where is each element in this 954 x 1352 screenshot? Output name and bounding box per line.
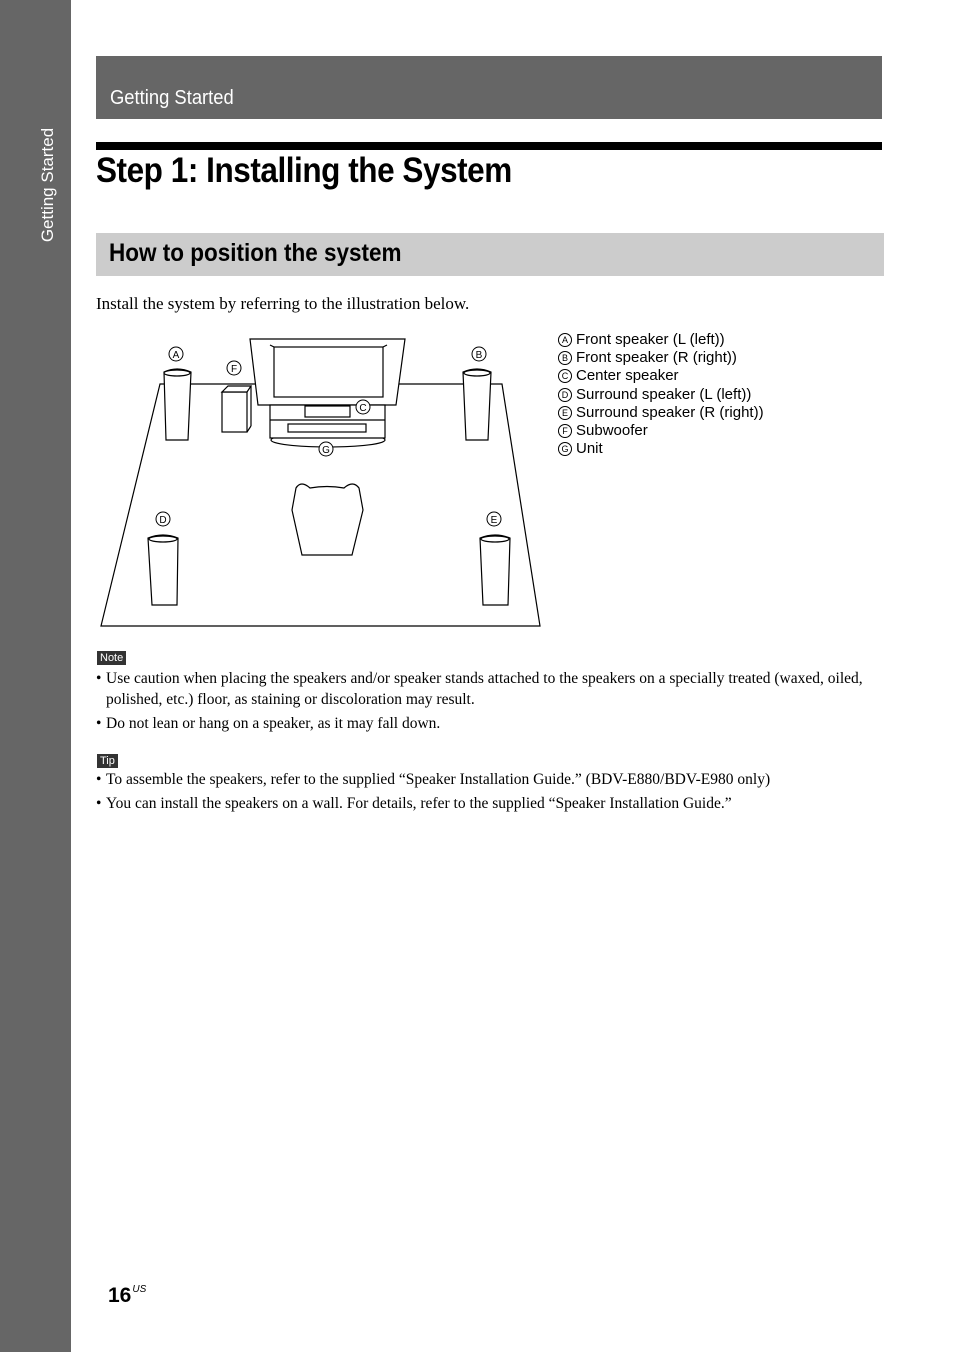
subwoofer-illustration <box>222 386 251 432</box>
marker-f-label: F <box>230 364 238 375</box>
legend-mark: G <box>558 442 572 456</box>
legend-mark: F <box>558 424 572 438</box>
legend-mark: D <box>558 388 572 402</box>
side-tab-label: Getting Started <box>38 127 57 243</box>
marker-e-label: E <box>490 515 498 526</box>
legend-item <box>558 404 764 422</box>
intro-text: Install the system by referring to the illustration below. <box>96 294 470 313</box>
subsection-title: How to position the system <box>109 239 402 267</box>
legend-label: Front speaker (R (right)) <box>576 349 737 367</box>
legend-label: Surround speaker (L (left)) <box>576 385 752 403</box>
legend-label: Unit <box>576 440 603 458</box>
note-badge: Note <box>97 651 126 665</box>
legend-mark: E <box>558 406 572 420</box>
front-speaker-right-illustration <box>463 369 491 440</box>
subsection-band <box>96 233 884 276</box>
legend-mark: B <box>558 351 572 365</box>
section-header-band <box>96 56 882 119</box>
side-tab-bar <box>0 0 71 1352</box>
tip-badge: Tip <box>97 754 118 768</box>
legend-label: Subwoofer <box>576 421 648 439</box>
diagram-legend <box>558 331 764 458</box>
front-speaker-left-illustration <box>164 369 191 440</box>
note-list <box>96 668 886 737</box>
listening-seat-illustration <box>292 484 363 555</box>
tip-item: • You can install the speakers on a wall. For details, refer to the supplied “Speaker Installation Guide.” <box>96 793 886 814</box>
legend-label: Center speaker <box>576 367 679 385</box>
marker-g-label: G <box>322 445 330 456</box>
legend-label: Surround speaker (R (right)) <box>576 403 764 421</box>
legend-label: Front speaker (L (left)) <box>576 331 725 348</box>
legend-item <box>558 440 764 458</box>
marker-b-label: B <box>475 350 483 361</box>
marker-d-label: D <box>159 515 167 526</box>
title-rule <box>96 142 882 150</box>
legend-item <box>558 367 764 385</box>
marker-a-label: A <box>172 350 180 361</box>
tip-item: • To assemble the speakers, refer to the supplied “Speaker Installation Guide.” (BDV-E880/BDV-E980 only) <box>96 769 886 790</box>
legend-item <box>558 349 764 367</box>
legend-mark: C <box>558 369 572 383</box>
legend-item <box>558 331 764 349</box>
page-number <box>108 1284 146 1308</box>
legend-item <box>558 422 764 440</box>
legend-item <box>558 386 764 404</box>
marker-c-label: C <box>359 403 367 414</box>
tip-list <box>96 769 886 817</box>
surround-speaker-left-illustration <box>148 535 178 605</box>
page-number-value: 16 <box>108 1284 132 1307</box>
page-title: Step 1: Installing the System <box>96 151 512 190</box>
section-header-title: Getting Started <box>110 87 234 109</box>
surround-speaker-right-illustration <box>480 535 510 605</box>
legend-mark: A <box>558 333 572 347</box>
page-number-suffix: US <box>132 1284 147 1295</box>
speaker-placement-diagram <box>96 334 546 630</box>
note-item: • Do not lean or hang on a speaker, as it may fall down. <box>96 713 886 734</box>
tv-illustration <box>250 339 405 405</box>
note-item: • Use caution when placing the speakers and/or speaker stands attached to the speakers on a specially treated (waxed, oiled, polished, etc.) floor, as staining or discoloration may result. <box>96 668 886 710</box>
